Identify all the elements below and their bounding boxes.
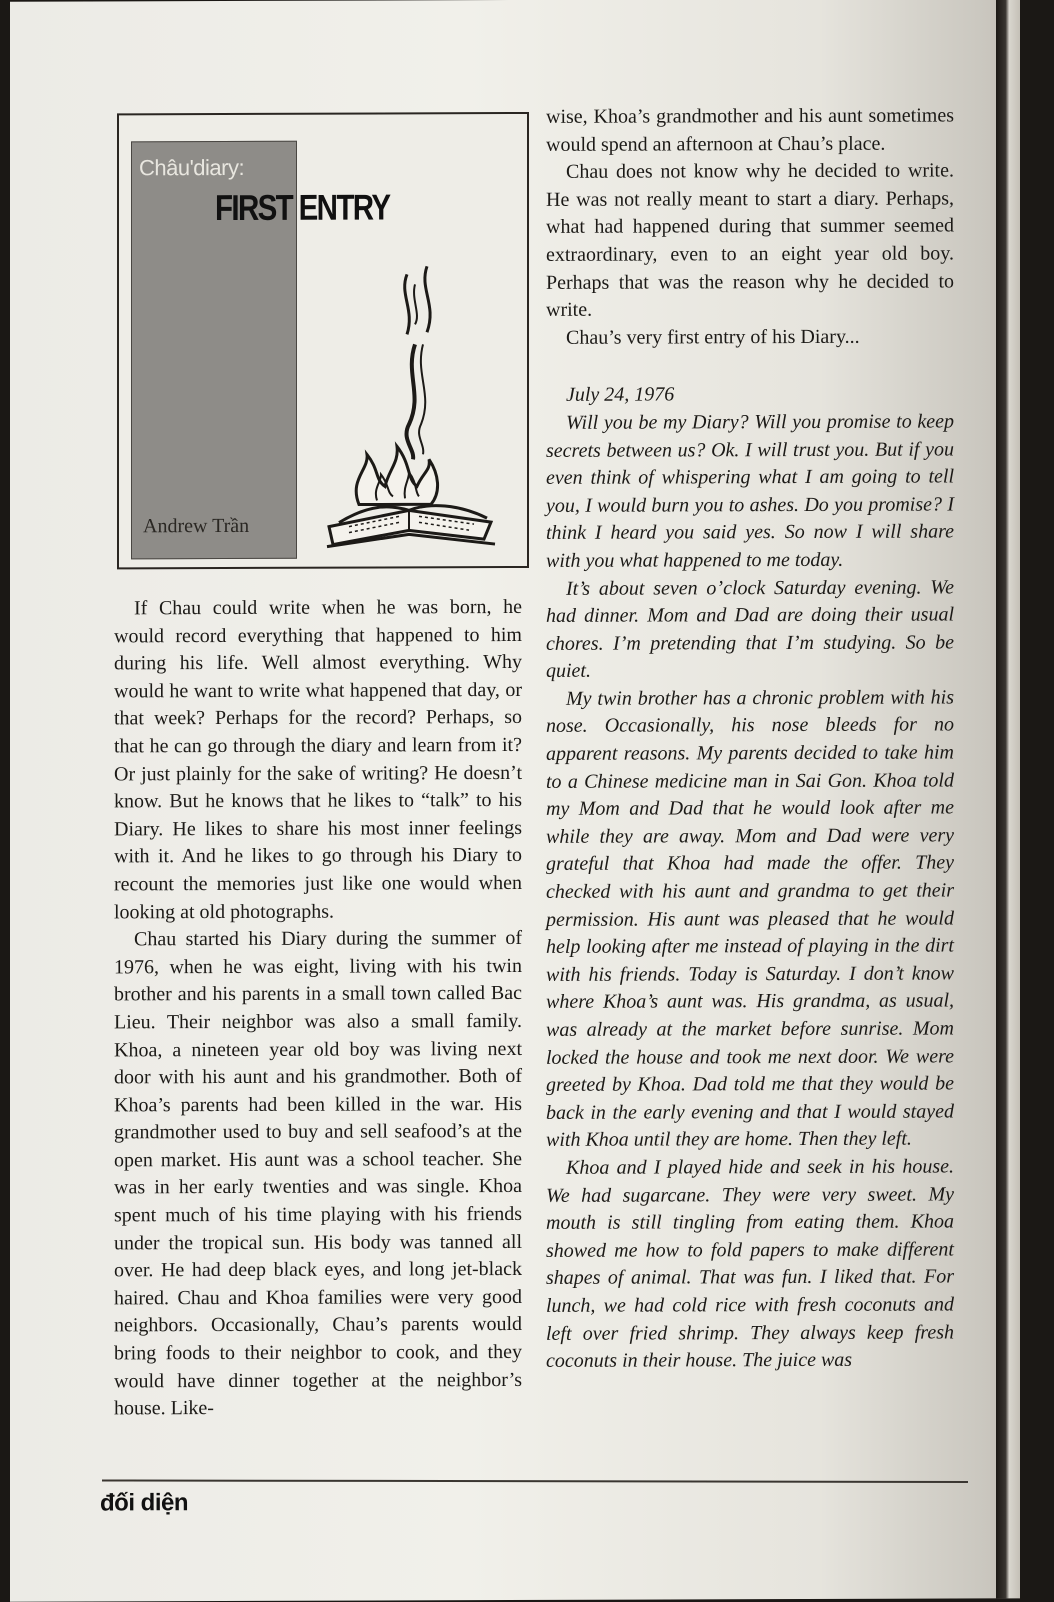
author-name: Andrew Trần	[143, 514, 250, 538]
magazine-page	[10, 0, 1020, 1602]
diary-paragraph: It’s about seven o’clock Saturday evening. We had dinner. Mom and Dad are doing their usual chores. I’m pretending that I’m studying. So be quiet.	[546, 575, 954, 683]
diary-date: July 24, 1976	[566, 383, 675, 407]
series-label: Châu'diary:	[139, 154, 245, 181]
article-title: FIRST ENTRY	[215, 186, 390, 229]
paragraph: Chau does not know why he decided to write. He was not really meant to start a diary. Perhaps, what had happened during that summer seemed extraordinary, even to an eight year old boy. Perhaps that was the reason why he decided to write.	[546, 159, 954, 322]
article-title-box	[117, 112, 529, 569]
diary-paragraph: My twin brother has a chronic problem with his nose. Occasionally, his nose bleeds for no apparent reasons. My parents decided to take him to a Chinese medicine man in Sai Gon. Khoa told my Mom and Dad that he would look after me while they are away. Mom and Dad were very grateful that Khoa had made the offer. They checked with his aunt and grandma to get their permission. His aunt was pleased that he would help looking after me instead of playing in the dirt with his friends. Today is Saturday. I don’t know where Khoa’s aunt was. His grandma, as usual, was already at the market before sunrise. Mom locked the house and took me next door. We were greeted by Khoa. Dad told me that they would be back in the early evening and that I would stayed with Khoa until they are home. Then they left.	[546, 686, 954, 1152]
burning-book-illustration	[319, 264, 499, 555]
diary-paragraph: Khoa and I played hide and seek in his house. We had sugarcane. They were very sweet. My mouth is still tingling from eating them. Khoa showed me how to fold papers to make different shapes of animal. That was fun. I liked that. For lunch, we had cold rice with fresh coconuts and left over fried shrimp. They always keep fresh coconuts in their house. The juice was	[546, 1155, 954, 1373]
page-edge	[996, 0, 1020, 1598]
diary-paragraph: Will you be my Diary? Will you promise to keep secrets between us? Ok. I will trust you. But if you even think of whispering what I am going to tell you, I would burn you to ashes. Do you promise? I think I heard you said yes. So now I will share with you what happened to me today.	[546, 410, 954, 572]
right-text-column	[546, 102, 954, 1375]
left-text-column	[114, 594, 522, 1423]
footer-rule	[102, 1479, 968, 1483]
paragraph: Chau’s very first entry of his Diary...	[566, 325, 860, 349]
magazine-name: đối diện	[100, 1489, 188, 1517]
paragraph: wise, Khoa’s grandmother and his aunt sometimes would spend an afternoon at Chau’s place.	[546, 104, 954, 156]
paragraph: Chau started his Diary during the summer of 1976, when he was eight, living with his twin brother and his parents in a small town called Bac Lieu. Their neighbor was also a small family. Khoa, a nineteen year old boy was living next door with his aunt and his grandmother. Both of Khoa’s parents had been killed in the war. His grandmother used to buy and sell seafood’s at the open market. His aunt was a school teacher. She was in her early twenties and was single. Khoa spent much of his time playing with his friends under the tropical sun. His body was tanned all over. He had deep black eyes, and long jet-black haired. Chau and Khoa families were very good neighbors. Occasionally, Chau’s parents would bring foods to their neighbor to cook, and they would have dinner together at the neighbor’s house. Like-	[114, 927, 522, 1420]
paragraph: If Chau could write when he was born, he would record everything that happened to him during his life. Well almost everything. Why would he want to write what happened that day, or that week? Perhaps for the record? Perhaps, so that he can go through the diary and learn from it? Or just plainly for the sake of writing? He doesn’t know. But he knows that he likes to “talk” to his Diary. He likes to share his most inner feelings with it. And he likes to go through his Diary to recount the memories just like one would when looking at old photographs.	[114, 595, 522, 923]
